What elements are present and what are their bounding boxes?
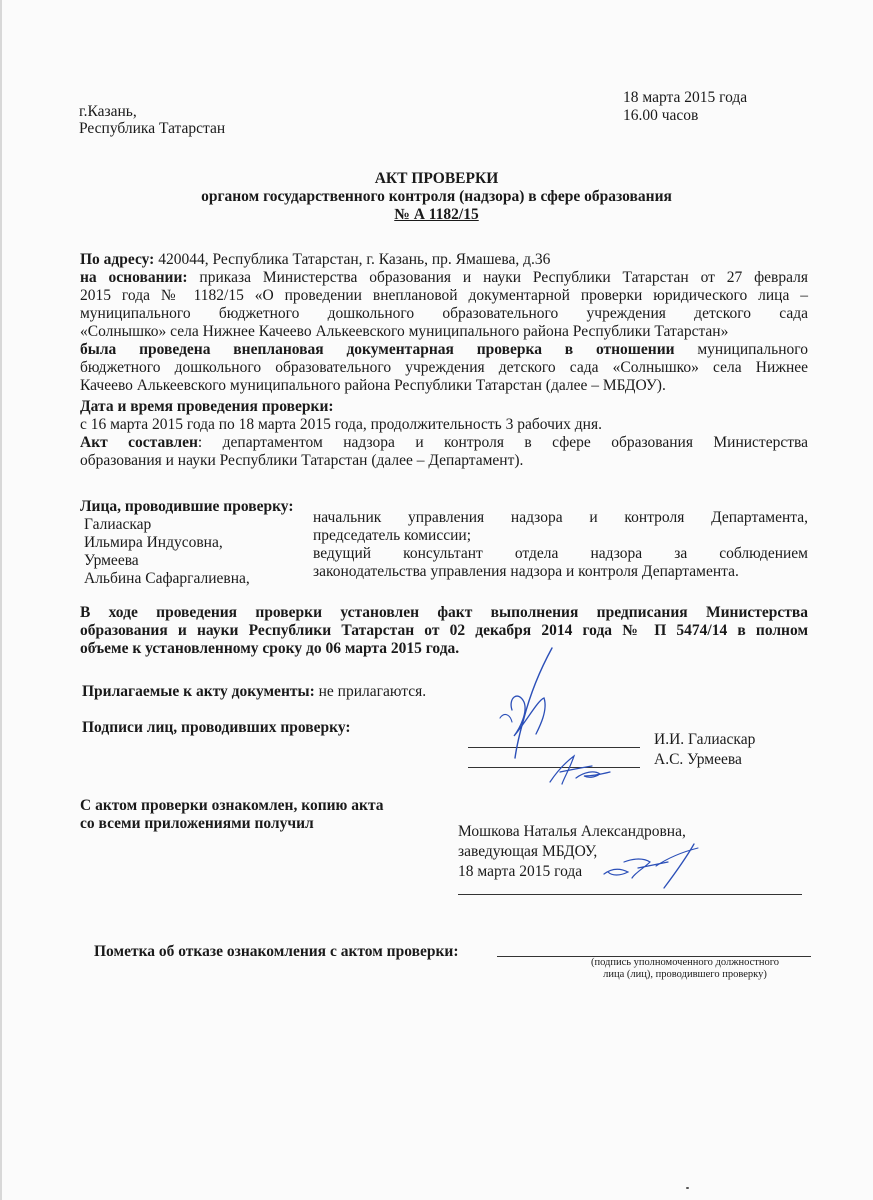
- person-1-name: Ильмира Индусовна,: [84, 534, 223, 551]
- basis-line-2: 2015 года № 1182/15 «О проведении внеплановой документарной проверки юридического лица –: [80, 287, 808, 304]
- compiled-line-1: [80, 434, 808, 452]
- person-2-name: Альбина Сафаргалиевна,: [84, 570, 250, 587]
- result-line-2: образования и науки Республики Татарстан от 02 декабря 2014 года № П 5474/14 в полном: [80, 622, 808, 639]
- datetime-label: Дата и время проведения проверки:: [80, 398, 334, 415]
- recipient-signature-line: [458, 894, 802, 895]
- basis-line-1: [80, 269, 808, 287]
- result-line-3: объеме к установленному сроку до 06 марта 2015 года.: [80, 640, 460, 657]
- compiled-line-2: образования и науки Республики Татарстан (далее – Департамент).: [80, 452, 524, 469]
- person-1-role-line-2: председатель комиссии;: [313, 527, 472, 544]
- refusal-note-line-1: (подпись уполномоченного должностного: [590, 957, 780, 968]
- result-line-1: В ходе проведения проверки установлен факт выполнения предписания Министерства: [80, 604, 808, 621]
- person-1-surname: Галиаскар: [84, 516, 152, 533]
- signer-2: А.С. Урмеева: [654, 751, 742, 768]
- person-2-surname: Урмеева: [84, 552, 139, 569]
- recipient-name: Мошкова Наталья Александровна,: [458, 823, 686, 840]
- act-subtitle: органом государственного контроля (надзора) в сфере образования: [201, 188, 672, 205]
- signer-1: И.И. Галиаскар: [654, 731, 756, 748]
- inspection-label: была проведена внеплановая документарная проверка в отношении: [80, 341, 675, 358]
- compiled-label: Акт составлен: [80, 434, 198, 451]
- header-time: 16.00 часов: [623, 107, 699, 124]
- recipient-position: заведующая МБДОУ,: [458, 843, 598, 860]
- basis-line-4: «Солнышко» села Нижнее Качеево Алькеевского муниципального района Республики Татарстан»: [80, 323, 729, 340]
- handwritten-signature-2: [540, 748, 620, 788]
- header-city: г.Казань,: [79, 103, 137, 120]
- address-label: По адресу:: [80, 251, 155, 268]
- acknowledgement-line-2: со всеми приложениями получил: [80, 815, 314, 832]
- person-1-role-line-1: начальник управления надзора и контроля Департамента,: [313, 509, 808, 526]
- person-2-role-line-1: ведущий консультант отдела надзора за соблюдением: [313, 545, 808, 562]
- signatures-label: Подписи лиц, проводивших проверку:: [82, 719, 351, 736]
- header-republic: Республика Татарстан: [79, 120, 226, 137]
- inspection-line-1: [80, 341, 808, 359]
- attachments-line: [82, 683, 426, 701]
- inspection-line-3: Качеево Алькеевского муниципального района Республики Татарстан (далее – МБДОУ).: [80, 377, 666, 394]
- act-title: АКТ ПРОВЕРКИ: [374, 170, 499, 187]
- paper-speck: [686, 1187, 689, 1189]
- attachments-label: Прилагаемые к акту документы:: [82, 683, 315, 700]
- basis-line-3: муниципального бюджетного дошкольного образовательного учреждения детского сада: [80, 305, 808, 322]
- datetime-value: с 16 марта 2015 года по 18 марта 2015 года, продолжительность 3 рабочих дня.: [80, 416, 602, 433]
- refusal-label: Пометка об отказе ознакомления с актом проверки:: [94, 943, 459, 960]
- inspection-text-1: муниципального: [674, 341, 808, 358]
- handwritten-signature-3: [598, 838, 710, 894]
- address-value: 420044, Республика Татарстан, г. Казань, пр. Ямашева, д.36: [154, 251, 551, 268]
- header-date: 18 марта 2015 года: [623, 89, 748, 106]
- compiled-text-1: : департаментом надзора и контроля в сфере образования Министерства: [197, 434, 808, 451]
- persons-label: Лица, проводившие проверку:: [80, 498, 294, 515]
- inspection-line-2: бюджетного дошкольного образовательного учреждения детского сада «Солнышко» села Нижнее: [80, 359, 808, 376]
- attachments-value: не прилагаются.: [314, 683, 427, 700]
- address-line: [80, 251, 550, 269]
- recipient-date: 18 марта 2015 года: [458, 863, 583, 880]
- basis-label: на основании:: [80, 269, 188, 286]
- act-number: № А 1182/15: [394, 206, 479, 223]
- refusal-note-line-2: лица (лиц), проводившего проверку): [603, 969, 767, 980]
- basis-text-1: приказа Министерства образования и науки Республики Татарстан от 27 февраля: [187, 269, 808, 286]
- acknowledgement-line-1: С актом проверки ознакомлен, копию акта: [80, 797, 384, 814]
- person-2-role-line-2: законодательства управления надзора и контроля Департамента.: [313, 563, 739, 580]
